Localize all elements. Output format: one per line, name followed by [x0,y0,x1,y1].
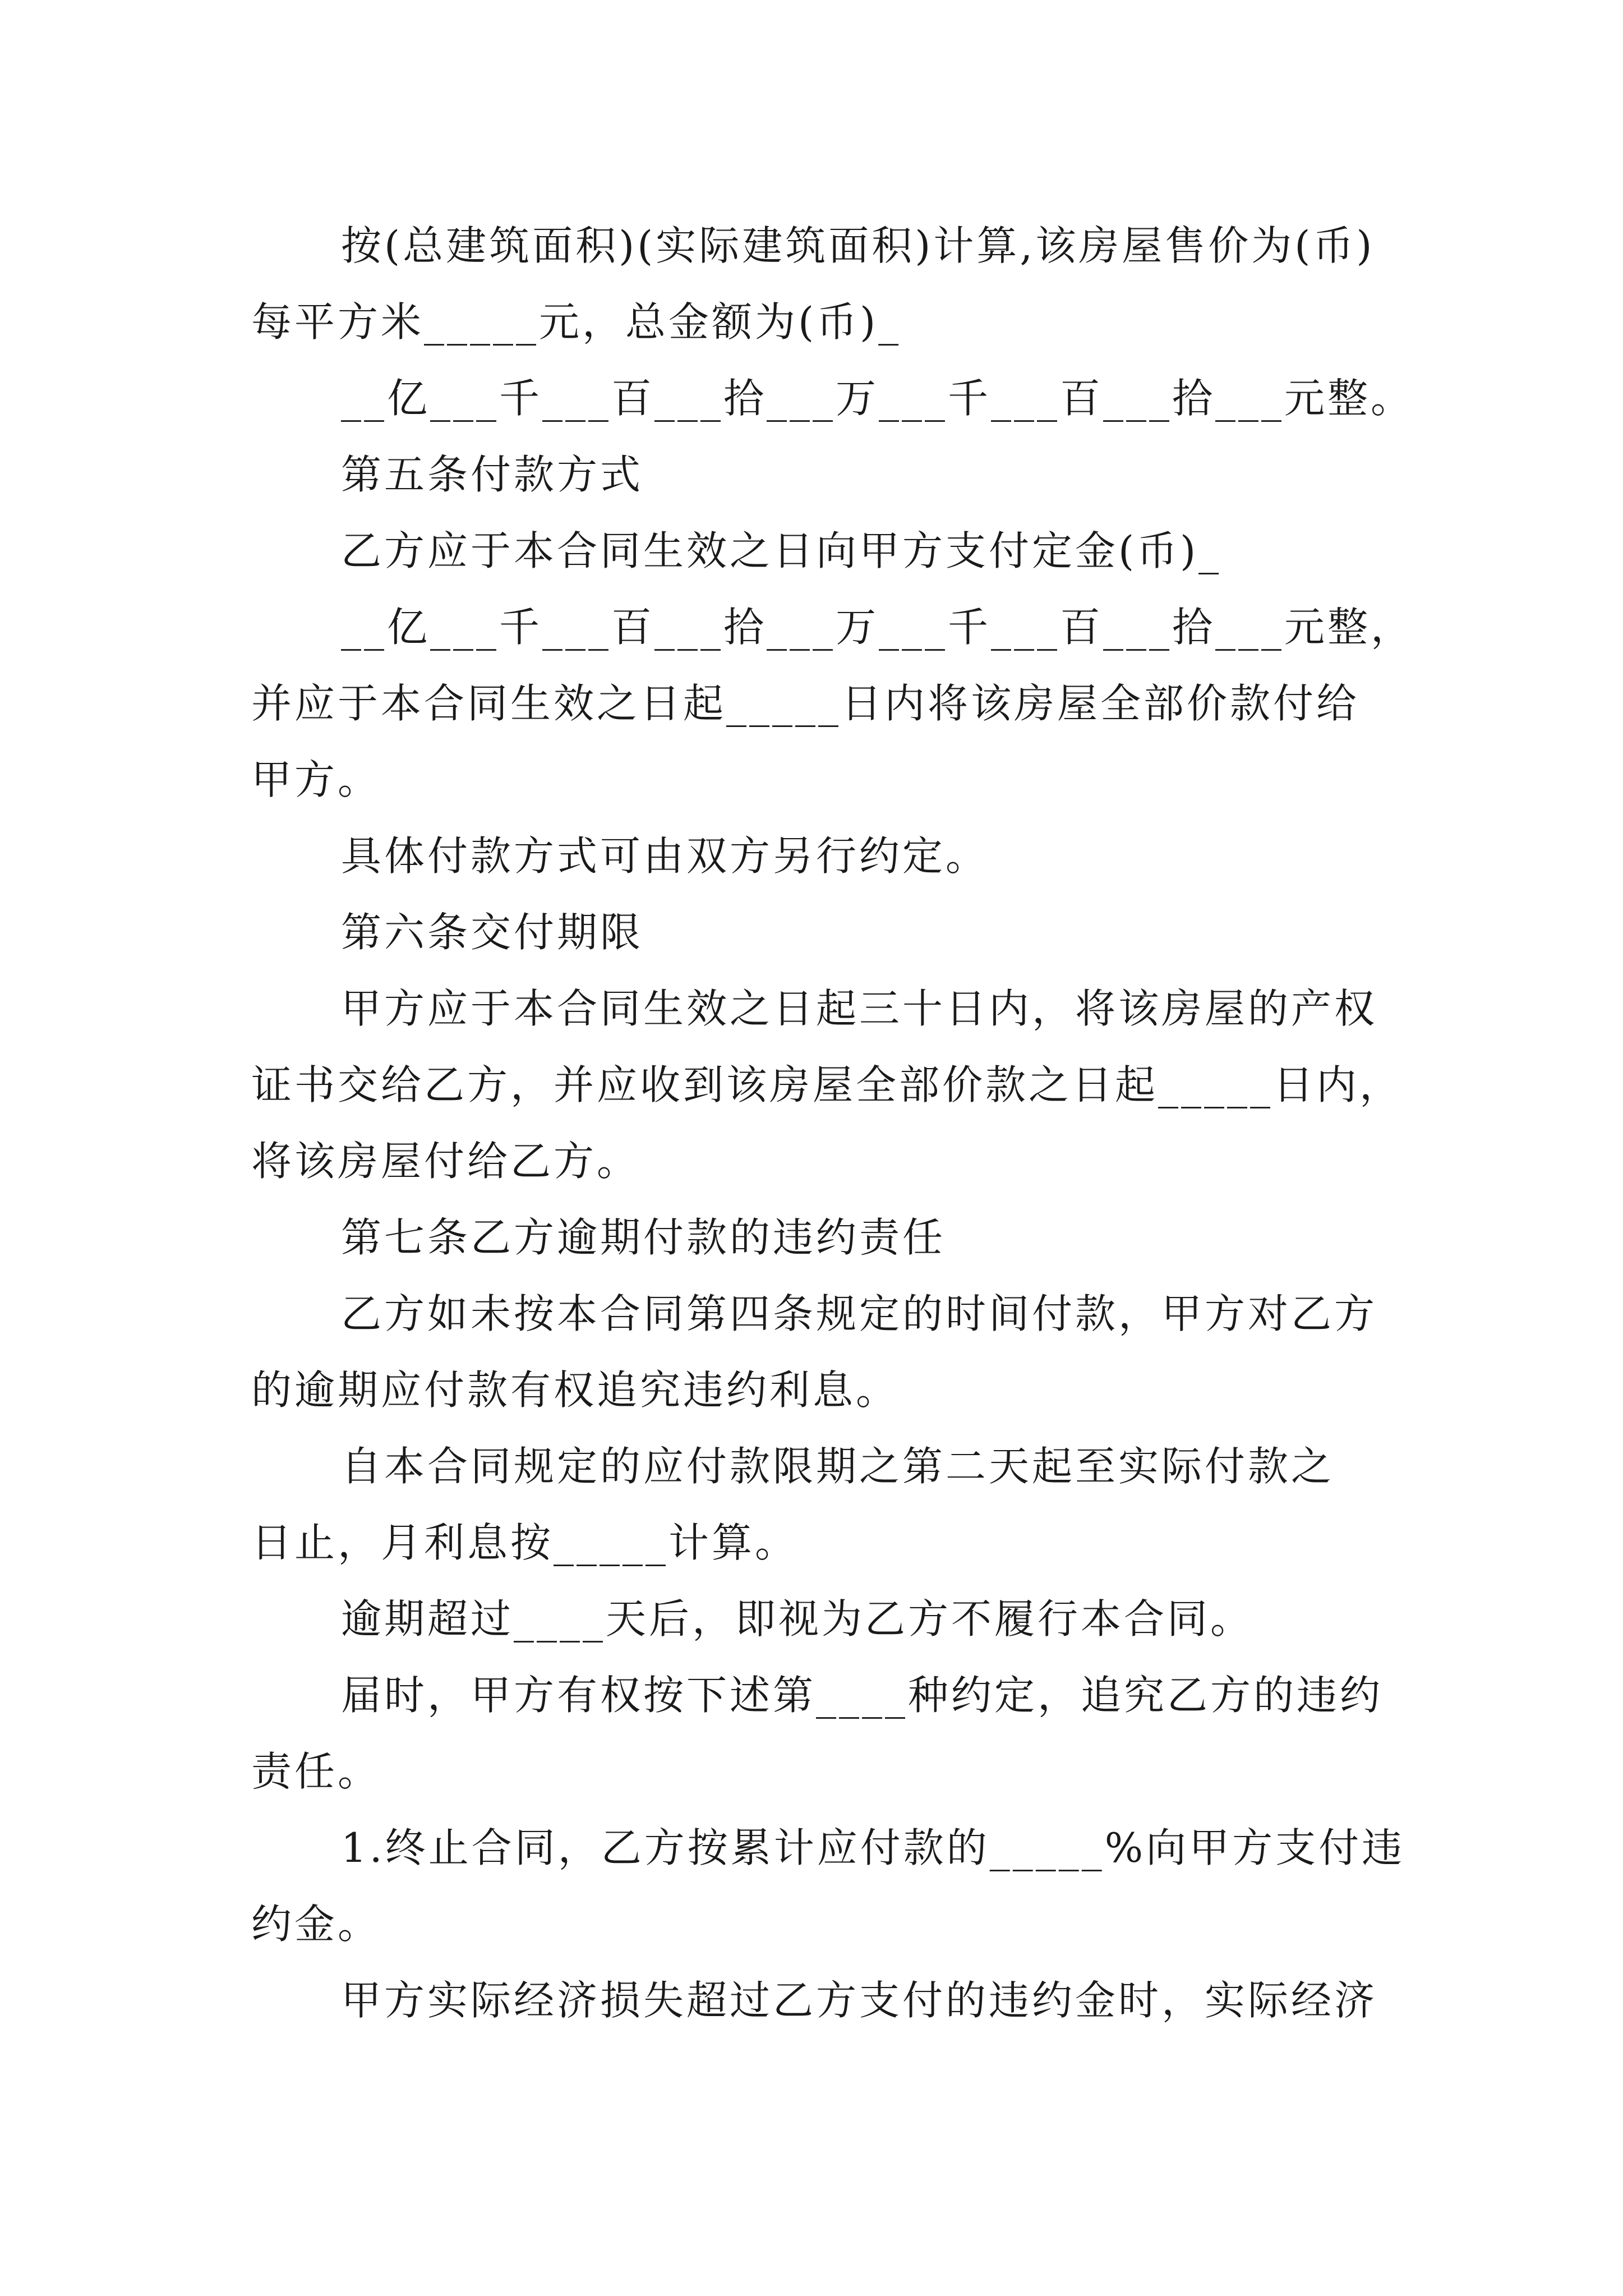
text-line: 1.终止合同，乙方按累计应付款的_____%向甲方支付违 [341,1824,1405,1871]
paragraph-deposit-amount [251,589,1414,665]
text-line: 日止，月利息按_____计算。 [251,1519,799,1566]
paragraph-interest-cont [251,1504,1395,1581]
paragraph-interest [251,1428,1395,1504]
text-line: 第七条乙方逾期付款的违约责任 [341,1214,946,1261]
text-line: 甲方应于本合同生效之日起三十日内，将该房屋的产权 [341,985,1378,1032]
text-line: 第六条交付期限 [341,909,644,956]
text-line: 将该房屋付给乙方。 [251,1138,640,1185]
text-line: 每平方米_____元，总金额为(币)_ [251,298,902,346]
paragraph-overdue-days [251,1581,1395,1657]
text-line: __亿___千___百___拾___万___千___百___拾___元整， [341,604,1414,651]
text-line: 具体付款方式可由双方另行约定。 [341,832,989,880]
text-line: 乙方应于本合同生效之日向甲方支付定金(币)_ [341,527,1222,574]
paragraph-late-payment-cont [251,1352,1395,1428]
heading-article-5 [251,436,1395,513]
text-line: 并应于本合同生效之日起_____日内将该房屋全部价款付给 [251,680,1360,727]
paragraph-deposit [251,513,1395,589]
paragraph-deposit-amount-cont [251,665,1395,742]
text-line: 届时，甲方有权按下述第____种约定，追究乙方的违约 [341,1672,1384,1719]
paragraph-liability-option [251,1657,1395,1733]
text-line: 甲方实际经济损失超过乙方支付的违约金时，实际经济 [341,1977,1378,2024]
paragraph-delivery-cont [251,1123,1395,1199]
paragraph-actual-loss [251,1962,1395,2039]
text-line: 逾期超过____天后，即视为乙方不履行本合同。 [341,1595,1254,1642]
heading-article-6 [251,894,1395,970]
paragraph-total-amount [251,360,1414,436]
paragraph-liability-option-cont [251,1733,1395,1810]
text-line: 乙方如未按本合同第四条规定的时间付款，甲方对乙方 [341,1290,1378,1337]
paragraph-deposit-amount-cont [251,742,1395,818]
text-line: 约金。 [251,1901,381,1948]
paragraph-price-basis [251,208,1395,284]
paragraph-delivery-cont [251,1047,1403,1123]
text-line: 责任。 [251,1748,381,1795]
text-line: __亿___千___百___拾___万___千___百___拾___元整。 [341,375,1414,422]
text-line: 证书交给乙方，并应收到该房屋全部价款之日起_____日内， [251,1061,1403,1108]
paragraph-payment-method [251,818,1395,894]
document-body [251,208,1414,2039]
text-line: 自本合同规定的应付款限期之第二天起至实际付款之 [341,1443,1335,1490]
heading-article-7 [251,1199,1395,1276]
text-line: 的逾期应付款有权追究违约利息。 [251,1366,900,1414]
paragraph-clause-1-cont [251,1886,1395,1962]
paragraph-late-payment [251,1276,1395,1352]
text-line: 按(总建筑面积)(实际建筑面积)计算,该房屋售价为(币) [341,222,1375,269]
text-line: 第五条付款方式 [341,451,644,498]
text-line: 甲方。 [251,756,381,803]
paragraph-clause-1 [251,1810,1405,1886]
paragraph-price-basis-cont [251,284,1395,360]
paragraph-delivery [251,970,1395,1047]
